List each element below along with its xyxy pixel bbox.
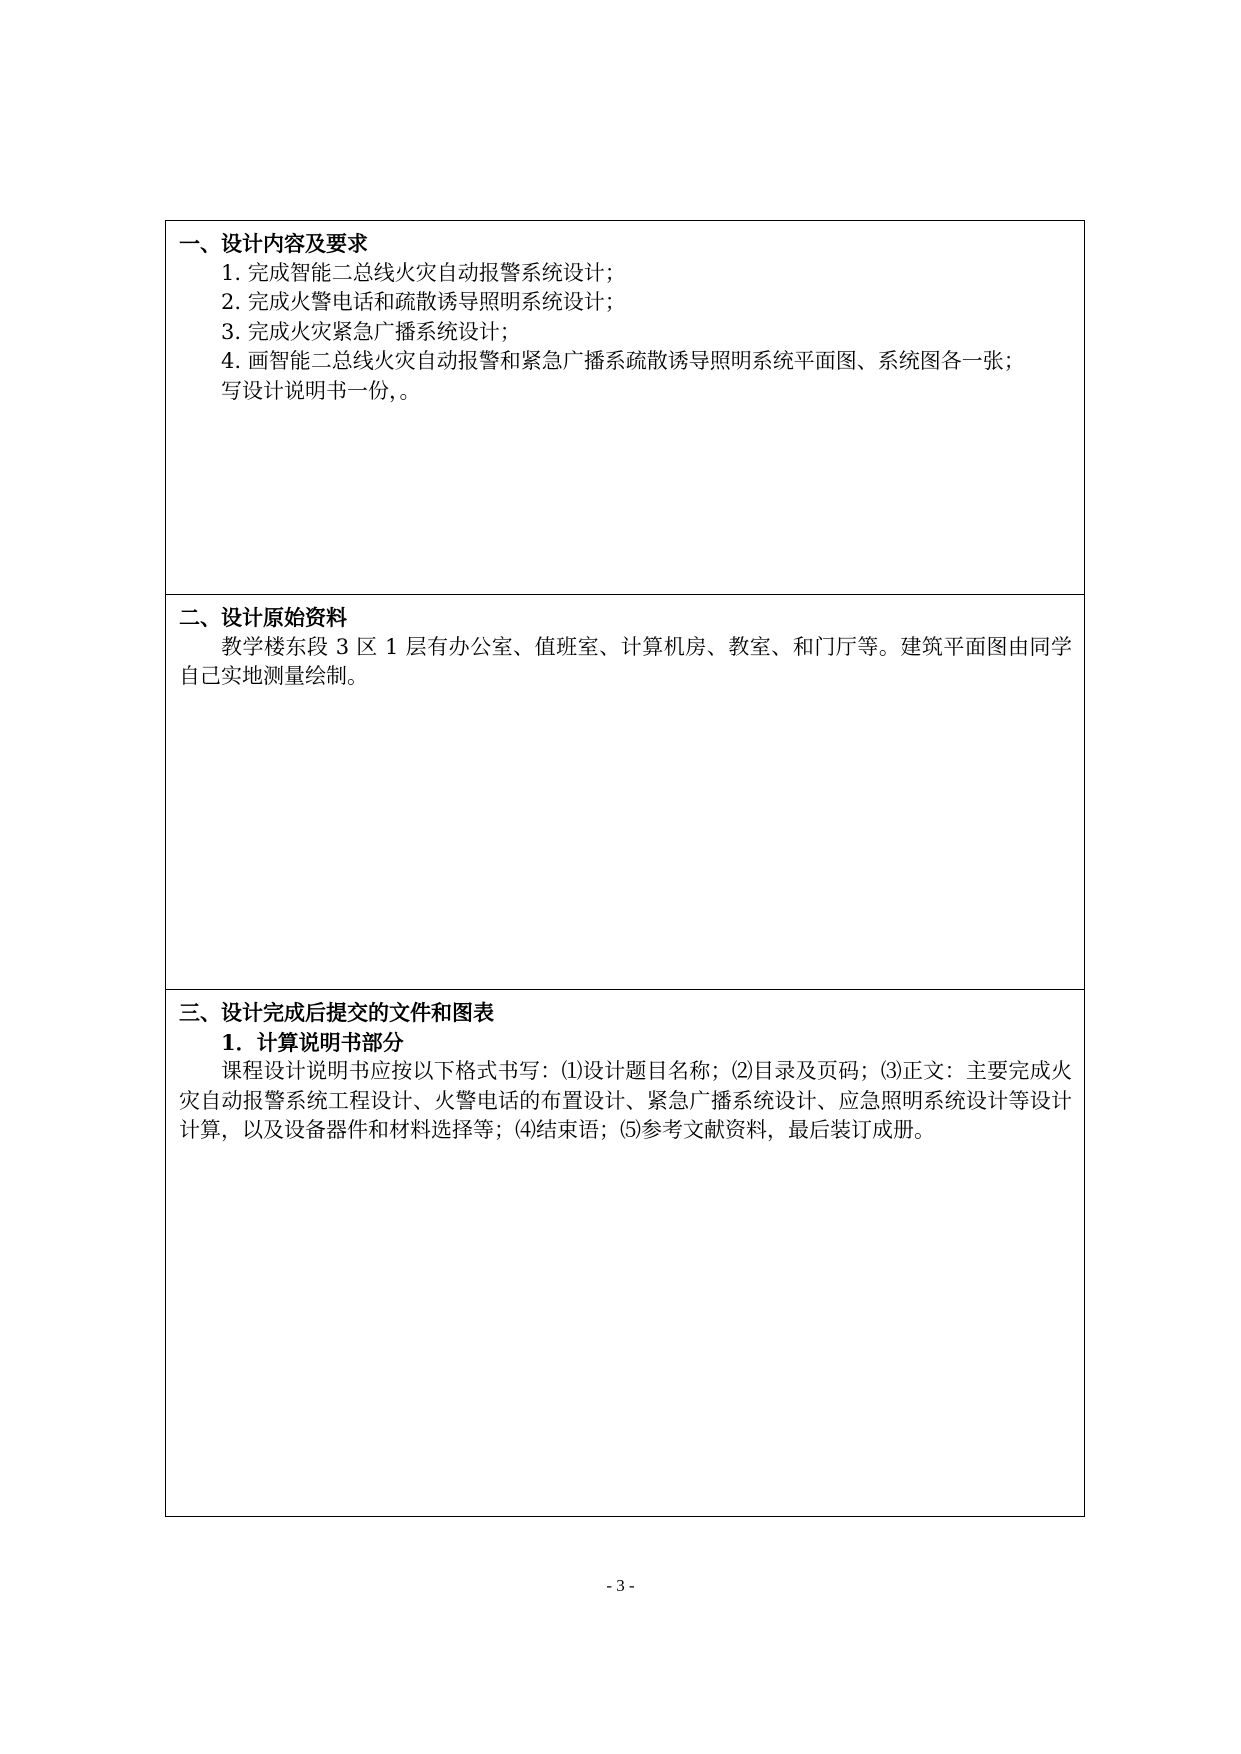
requirement-item: 3. 完成火灾紧急广播系统设计；: [221, 319, 521, 344]
form-table: [165, 220, 1085, 1517]
section-heading: 一、设计内容及要求: [179, 231, 368, 256]
requirement-item: 4. 画智能二总线火灾自动报警和紧急广播系疏散诱导照明系统平面图、系统图各一张；: [221, 349, 1025, 373]
requirement-item: 1. 完成智能二总线火灾自动报警系统设计；: [221, 260, 626, 285]
section-original-data: [166, 594, 1084, 989]
section-heading: 三、设计完成后提交的文件和图表: [179, 1000, 494, 1025]
page-number: - 3 -: [606, 1576, 635, 1595]
section-heading: 二、设计原始资料: [179, 605, 347, 630]
requirement-item: 写设计说明书一份，。: [221, 378, 421, 403]
section-paragraph: 课程设计说明书应按以下格式书写：⑴设计题目名称；⑵目录及页码；⑶正文：主要完成火灾自动报警系统工程设计、火警电话的布置设计、紧急广播系统设计、应急照明系统设计等设计计算，以及设备器件和材料选择等；⑷结束语；⑸参考文献资料，最后装订成册。: [179, 1059, 1072, 1142]
section-deliverables: [166, 989, 1084, 1516]
section-paragraph: 教学楼东段 3 区 1 层有办公室、值班室、计算机房、教室、和门厅等。建筑平面图由同学自己实地测量绘制。: [179, 634, 1072, 688]
section-subheading: 1．计算说明书部分: [221, 1029, 404, 1055]
section-design-content: [166, 221, 1084, 594]
requirement-item: 2. 完成火警电话和疏散诱导照明系统设计；: [221, 290, 626, 314]
